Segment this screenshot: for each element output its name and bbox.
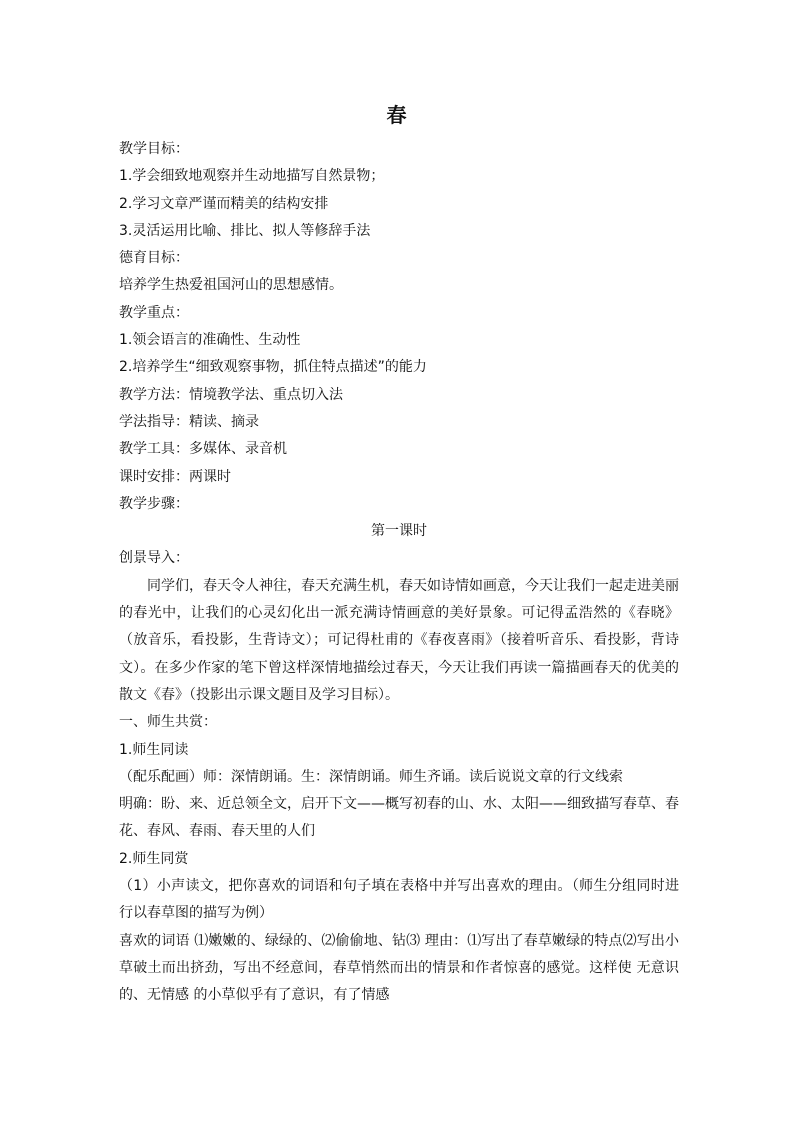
task-paragraph: （1）小声读文，把你喜欢的词语和句子填在表格中并写出喜欢的理由。（师生分组同时进行以春草图的描写为例）	[119, 878, 679, 922]
focus-heading: 教学重点：	[119, 304, 189, 321]
goals-heading: 教学目标：	[119, 141, 189, 157]
clarify-paragraph: 明确：盼、来、近总领全文，启开下文——概写初春的山、水、太阳——细致描写春草、春花、春风、春雨、春天里的人们	[119, 796, 679, 840]
teaching-method: 教学方法：情境教学法、重点切入法	[119, 386, 343, 403]
goal-item: 2.学习文章严谨而精美的结构安排	[119, 195, 329, 212]
focus-item: 1.领会语言的准确性、生动性	[119, 332, 301, 349]
teaching-tools: 教学工具：多媒体、录音机	[119, 441, 287, 458]
page-title: 春	[386, 103, 408, 127]
section-heading: 一、师生共赏：	[119, 714, 217, 731]
focus-item: 2.培养学生“细致观察事物，抓住特点描述”的能力	[119, 359, 427, 376]
reading-note: （配乐配画）师：深情朗诵。生：深情朗诵。师生齐诵。读后说说文章的行文线索	[119, 768, 623, 785]
lesson-heading: 第一课时	[371, 523, 427, 540]
document-body	[119, 136, 679, 1010]
moral-text: 培养学生热爱祖国河山的思想感情。	[119, 277, 343, 294]
moral-heading: 德育目标：	[119, 250, 189, 267]
study-guide: 学法指导：精读、摘录	[119, 413, 259, 430]
class-schedule: 课时安排：两课时	[119, 468, 231, 485]
intro-paragraph: 同学们，春天令人神往，春天充满生机，春天如诗情如画意，今天让我们一起走进美丽的春光中，让我们的心灵幻化出一派充满诗情画意的美好景象。可记得孟浩然的《春晓》（放音乐，看投影，生背诗文）；可记得杜甫的《春夜喜雨》（接着听音乐、看投影，背诗文）。在多少作家的笔下曾这样深情地描绘过春天，今天让我们再读一篇描画春天的优美的散文《春》（投影出示课文题目及学习目标）。	[119, 577, 679, 703]
goal-item: 1.学会细致地观察并生动地描写自然景物；	[119, 168, 385, 185]
subsection-heading: 2.师生同赏	[119, 850, 189, 867]
intro-heading: 创景导入：	[119, 550, 189, 567]
favorite-words-paragraph: 喜欢的词语 ⑴嫩嫩的、绿绿的、⑵偷偷地、钻⑶ 理由：⑴写出了春草嫩绿的特点⑵写出小草破土而出挤劲，写出不经意间，春草悄然而出的情景和作者惊喜的感觉。这样使 无意识的、无情感 的小草似乎有了意识，有了情感	[119, 932, 679, 1004]
steps-heading: 教学步骤：	[119, 495, 189, 512]
subsection-heading: 1.师生同读	[119, 741, 189, 758]
goal-item: 3.灵活运用比喻、排比、拟人等修辞手法	[119, 222, 371, 239]
